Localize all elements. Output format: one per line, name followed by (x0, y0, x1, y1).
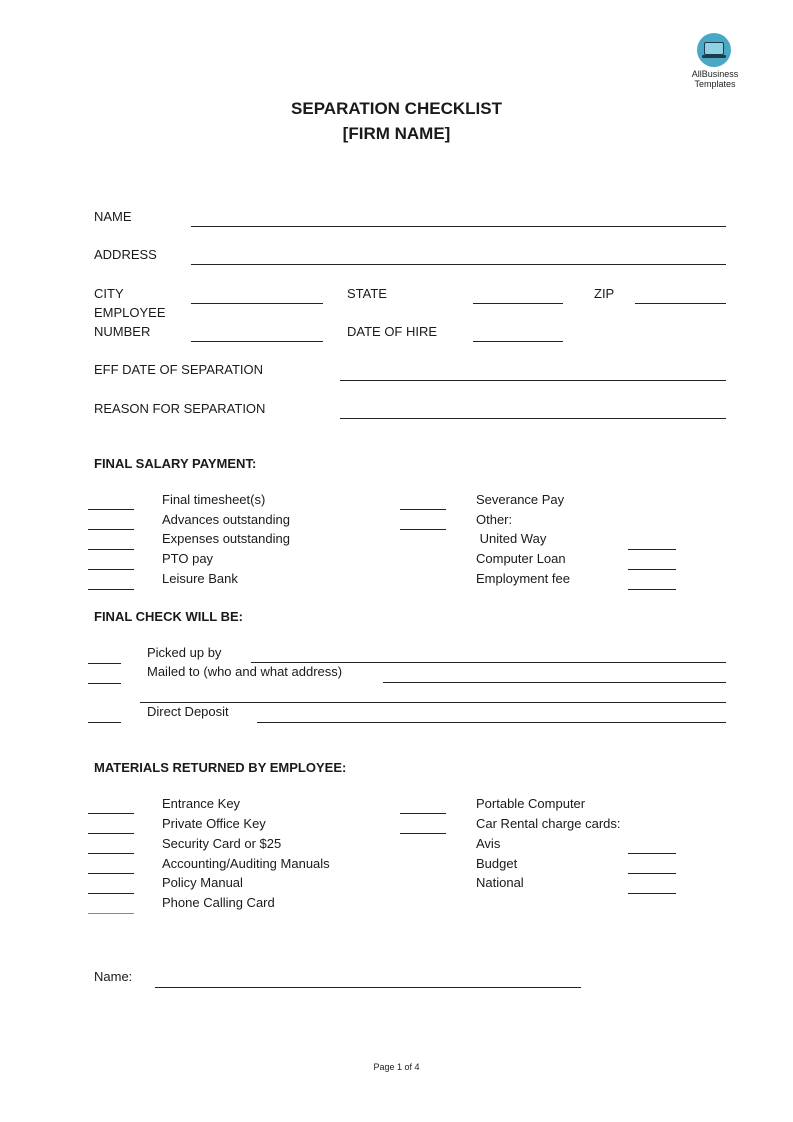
page-subtitle: [FIRM NAME] (342, 124, 451, 143)
page-footer: Page 1 of 4 (373, 1062, 420, 1072)
state-line[interactable] (473, 303, 563, 304)
final-salary-heading: FINAL SALARY PAYMENT: (94, 456, 257, 471)
address-label: ADDRESS (94, 247, 157, 262)
employee-number-line[interactable] (191, 341, 323, 342)
salary-check-line[interactable] (88, 569, 134, 570)
eff-date-line[interactable] (340, 380, 726, 381)
city-line[interactable] (191, 303, 323, 304)
material-check-line[interactable] (628, 853, 676, 854)
material-check-line[interactable] (88, 853, 134, 854)
name-line[interactable] (191, 226, 726, 227)
final-check-line[interactable] (88, 722, 121, 723)
salary-item-severance: Severance Pay (476, 492, 565, 507)
material-check-line[interactable] (88, 893, 134, 894)
picked-up-label: Picked up by (147, 645, 222, 660)
salary-item-expenses: Expenses outstanding (162, 531, 290, 546)
zip-line[interactable] (635, 303, 726, 304)
salary-item-computer-loan: Computer Loan (476, 551, 566, 566)
final-check-line[interactable] (88, 683, 121, 684)
salary-check-line[interactable] (400, 509, 446, 510)
material-car-rental-cards: Car Rental charge cards: (476, 816, 621, 831)
reason-label: REASON FOR SEPARATION (94, 401, 266, 416)
material-check-line[interactable] (628, 873, 676, 874)
logo-text-line1: AllBusiness (691, 69, 739, 79)
mailed-to-label: Mailed to (who and what address) (147, 664, 343, 679)
date-of-hire-label: DATE OF HIRE (347, 324, 438, 339)
material-avis: Avis (476, 836, 501, 851)
eff-date-label: EFF DATE OF SEPARATION (94, 362, 264, 377)
salary-check-line[interactable] (88, 589, 134, 590)
final-check-line[interactable] (88, 663, 121, 664)
name-label: NAME (94, 209, 132, 224)
salary-check-line[interactable] (400, 529, 446, 530)
material-check-line[interactable] (400, 813, 446, 814)
material-check-line[interactable] (88, 833, 134, 834)
material-security-card: Security Card or $25 (162, 836, 282, 851)
logo-laptop-icon (697, 33, 731, 67)
address-line[interactable] (191, 264, 726, 265)
salary-item-final-timesheet: Final timesheet(s) (162, 492, 266, 507)
salary-check-line[interactable] (88, 529, 134, 530)
material-private-office-key: Private Office Key (162, 816, 266, 831)
material-accounting-manuals: Accounting/Auditing Manuals (162, 856, 330, 871)
direct-deposit-line[interactable] (257, 722, 726, 723)
material-entrance-key: Entrance Key (162, 796, 241, 811)
date-of-hire-line[interactable] (473, 341, 563, 342)
laptop-screen-icon (704, 42, 724, 55)
employee-number-label-2: NUMBER (94, 324, 151, 339)
picked-up-line[interactable] (251, 662, 726, 663)
direct-deposit-label: Direct Deposit (147, 704, 229, 719)
salary-check-line[interactable] (628, 549, 676, 550)
material-portable-computer: Portable Computer (476, 796, 586, 811)
material-check-line[interactable] (628, 893, 676, 894)
state-label: STATE (347, 286, 387, 301)
signature-name-label: Name: (94, 969, 133, 984)
zip-label: ZIP (594, 286, 615, 301)
salary-check-line[interactable] (628, 589, 676, 590)
material-policy-manual: Policy Manual (162, 875, 243, 890)
final-check-heading: FINAL CHECK WILL BE: (94, 609, 244, 624)
salary-item-advances: Advances outstanding (162, 512, 290, 527)
material-check-line[interactable] (88, 913, 134, 914)
salary-check-line[interactable] (88, 509, 134, 510)
salary-item-other: Other: (476, 512, 513, 527)
page-title: SEPARATION CHECKLIST (291, 99, 502, 118)
employee-number-label-1: EMPLOYEE (94, 305, 166, 320)
materials-heading: MATERIALS RETURNED BY EMPLOYEE: (94, 760, 347, 775)
material-check-line[interactable] (88, 813, 134, 814)
laptop-base-icon (702, 55, 726, 58)
mailed-to-line[interactable] (383, 682, 726, 683)
salary-check-line[interactable] (628, 569, 676, 570)
salary-item-leisure: Leisure Bank (162, 571, 238, 586)
material-check-line[interactable] (400, 833, 446, 834)
salary-check-line[interactable] (88, 549, 134, 550)
material-check-line[interactable] (88, 873, 134, 874)
material-phone-calling-card: Phone Calling Card (162, 895, 275, 910)
salary-item-pto: PTO pay (162, 551, 214, 566)
address-continuation-line[interactable] (140, 702, 726, 703)
signature-name-line[interactable] (155, 987, 581, 988)
salary-item-united-way: United Way (476, 531, 547, 546)
logo-text-line2: Templates (694, 79, 736, 89)
salary-item-employment-fee: Employment fee (476, 571, 570, 586)
reason-line[interactable] (340, 418, 726, 419)
material-national: National (476, 875, 524, 890)
city-label: CITY (94, 286, 124, 301)
material-budget: Budget (476, 856, 518, 871)
